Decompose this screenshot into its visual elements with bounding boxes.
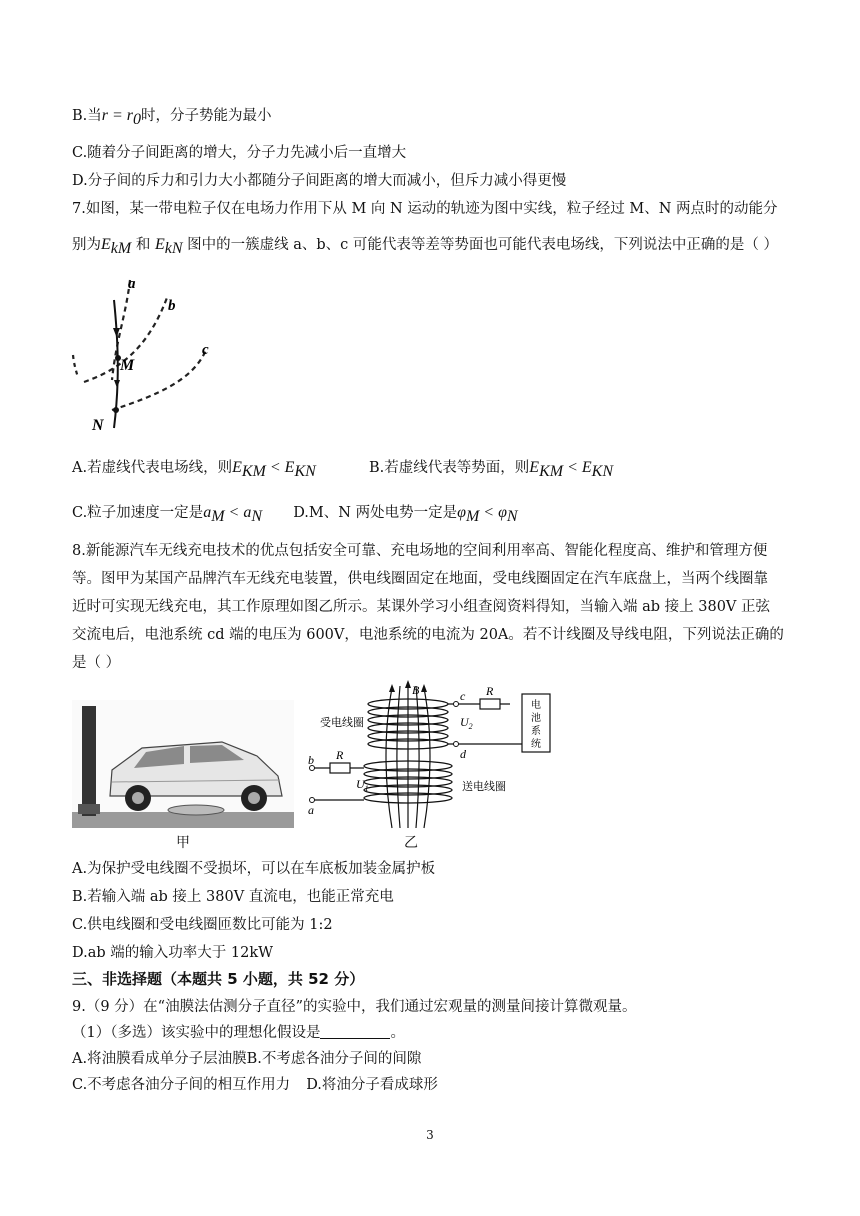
- q8-option-c: C.供电线圈和受电线圈匝数比可能为 1:2: [72, 917, 333, 933]
- label-c-terminal: c: [460, 689, 466, 703]
- label-U2: $U_2$: [460, 715, 473, 731]
- q9-stem: 9.（9 分）在“油膜法估测分子直径”的实验中，我们通过宏观量的测量间接计算微观量。: [72, 999, 637, 1015]
- label-receive-coil: 受电线圈: [320, 716, 364, 729]
- q8-stem-line3: 近时可实现无线充电，其工作原理如图乙所示。某课外学习小组查阅资料得知，当输入端 ab 接上 380V 正弦: [72, 599, 771, 615]
- q8-stem-line4: 交流电后，电池系统 cd 端的电压为 600V，电池系统的电流为 20A。若不计线圈及导线电阻，下列说法正确的: [72, 627, 784, 643]
- label-c: c: [202, 342, 209, 358]
- q8-stem-line5: 是（ ）: [72, 655, 121, 671]
- q8-stem-line1: 8.新能源汽车无线充电技术的优点包括安全可靠、充电场地的空间利用率高、智能化程度高、维护和管理方便: [72, 543, 768, 559]
- q8-option-b: B.若输入端 ab 接上 380V 直流电，也能正常充电: [72, 889, 394, 905]
- label-N: N: [92, 417, 104, 434]
- q7-options-cd: C.粒子加速度一定是$a_M < a_N$ D.M、N 两处电势一定是$\varphi_M < \varphi_N$: [72, 504, 518, 525]
- label-d-terminal: d: [460, 747, 466, 761]
- label-R-bottom: R: [336, 748, 344, 762]
- label-send-coil: 送电线圈: [462, 780, 506, 793]
- label-R-top: R: [486, 684, 494, 698]
- label-a-terminal: a: [308, 803, 314, 817]
- caption-yi: 乙: [404, 835, 418, 851]
- q9-subquestion-1: （1）（多选）该实验中的理想化假设是 。: [72, 1025, 405, 1041]
- caption-jia: 甲: [176, 835, 190, 851]
- label-U1: $U_1$: [356, 777, 369, 793]
- label-b: b: [168, 298, 176, 314]
- q7-stem-line2: 别为$E_{kM}$ 和 $E_{kN}$ 图中的一簇虚线 a、b、c 可能代表等差等势面也可能代表电场线，下列说法中正确的是（ ）: [72, 236, 778, 257]
- car-charging-photo: [72, 700, 294, 828]
- label-B: B: [412, 683, 420, 697]
- q9-options-ab: A.将油膜看成单分子层油膜B.不考虑各油分子间的间隙: [72, 1051, 422, 1067]
- wireless-charging-circuit: [300, 680, 560, 830]
- battery-label: 电池系统: [531, 700, 541, 750]
- label-b-terminal: b: [308, 753, 314, 767]
- q7-options-ab: A.若虚线代表电场线，则$E_{KM} < E_{KN}$ B.若虚线代表等势面，则$E_{KM} < E_{KN}$: [72, 459, 613, 480]
- q8-stem-line2: 等。图甲为某国产品牌汽车无线充电装置，供电线圈固定在地面，受电线圈固定在汽车底盘上，当两个线圈靠: [72, 571, 768, 587]
- q8-option-d: D.ab 端的输入功率大于 12kW: [72, 945, 274, 961]
- label-a: a: [128, 276, 136, 292]
- q6-option-b: B.当$r = r_0$时，分子势能为最小: [72, 107, 272, 128]
- label-M: M: [120, 357, 135, 374]
- page-number: 3: [426, 1128, 434, 1142]
- q6-option-d: D.分子间的斥力和引力大小都随分子间距离的增大而减小，但斥力减小得更慢: [72, 173, 567, 189]
- q8-option-a: A.为保护受电线圈不受损坏，可以在车底板加装金属护板: [72, 861, 436, 877]
- q6-option-c: C.随着分子间距离的增大，分子力先减小后一直增大: [72, 145, 407, 161]
- q9-options-cd: C.不考虑各油分子间的相互作用力 D.将油分子看成球形: [72, 1077, 438, 1093]
- section3-heading: 三、非选择题（本题共 5 小题，共 52 分）: [72, 970, 365, 988]
- q7-field-diagram: [68, 270, 228, 440]
- q7-stem-line1: 7.如图，某一带电粒子仅在电场力作用下从 M 向 N 运动的轨迹为图中实线，粒子经过 M、N 两点时的动能分: [72, 201, 778, 217]
- answer-blank[interactable]: [320, 1024, 390, 1039]
